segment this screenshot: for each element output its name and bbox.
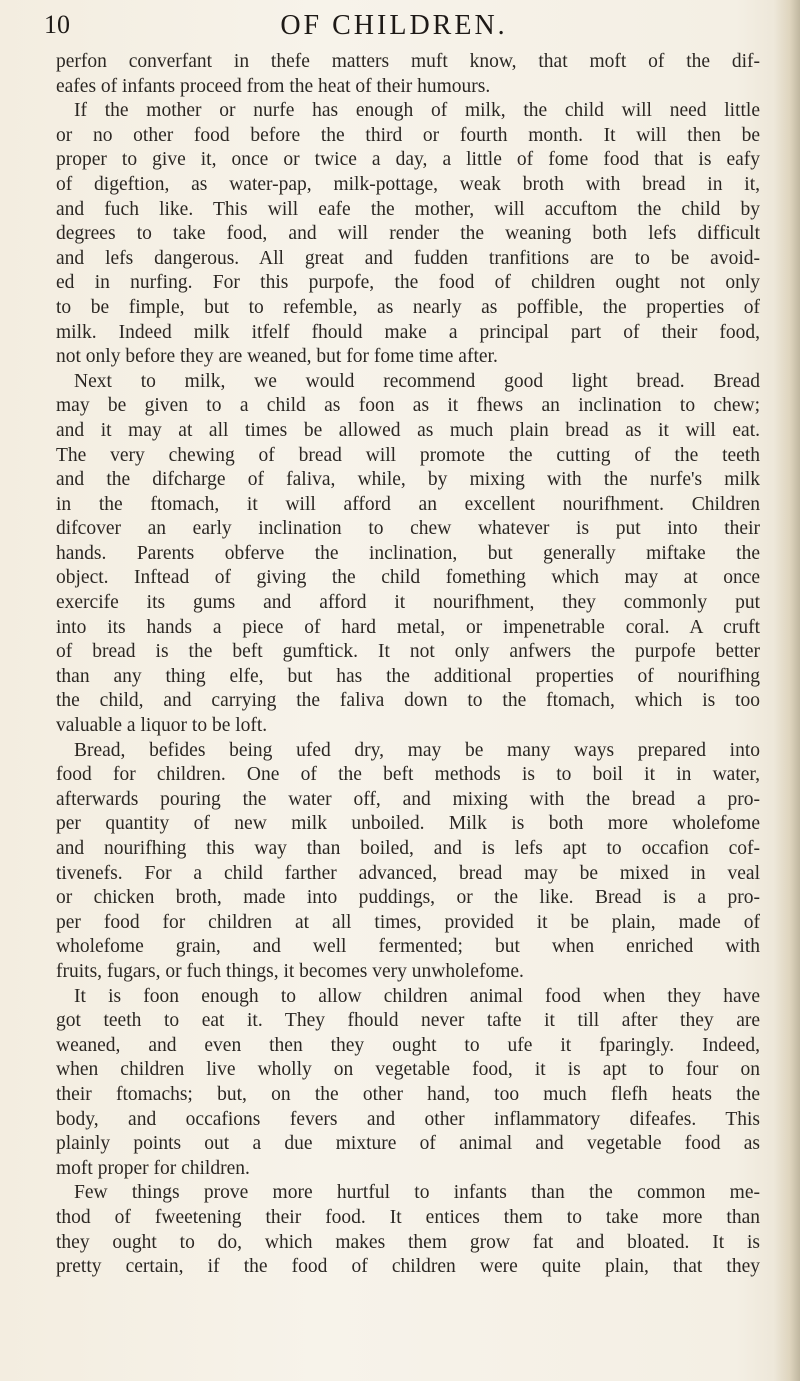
text-line: wholefome grain, and well fermented; but when enriched with xyxy=(56,936,760,958)
page-header xyxy=(44,10,764,50)
text-line: eafes of infants proceed from the heat of their humours. xyxy=(56,75,491,97)
text-line: in the ftomach, it will afford an excellent nourifhment. Children xyxy=(56,493,760,515)
text-line: got teeth to eat it. They fhould never tafte it till after they are xyxy=(56,1010,760,1032)
text-line: and it may at all times be allowed as much plain bread as it will eat. xyxy=(56,419,760,441)
text-line: of digeftion, as water-pap, milk-pottage, weak broth with bread in it, xyxy=(56,173,760,195)
page-edge-shadow xyxy=(774,0,800,1381)
text-line: the child, and carrying the faliva down to the ftomach, which is too xyxy=(56,690,760,712)
text-line: into its hands a piece of hard metal, or impenetrable coral. A cruft xyxy=(56,616,760,638)
text-line: they ought to do, which makes them grow fat and bloated. It is xyxy=(56,1231,760,1253)
text-line: valuable a liquor to be loft. xyxy=(56,715,268,737)
body-text xyxy=(56,50,760,1280)
text-line: and lefs dangerous. All great and fudden tranfitions are to be avoid- xyxy=(56,247,760,269)
text-line: may be given to a child as foon as it fhews an inclination to chew; xyxy=(56,395,760,417)
running-head: OF CHILDREN. xyxy=(280,10,508,41)
text-line: If the mother or nurfe has enough of milk, the child will need little xyxy=(74,100,760,122)
text-line: degrees to take food, and will render the weaning both lefs difficult xyxy=(56,223,760,245)
text-line: and the difcharge of faliva, while, by mixing with the nurfe's milk xyxy=(56,469,760,491)
text-line: exercife its gums and afford it nourifhment, they commonly put xyxy=(56,592,760,614)
text-line: than any thing elfe, but has the additional properties of nourifhing xyxy=(56,665,760,687)
text-line: afterwards pouring the water off, and mixing with the bread a pro- xyxy=(56,788,760,810)
text-line: milk. Indeed milk itfelf fhould make a principal part of their food, xyxy=(56,321,760,343)
text-line: It is foon enough to allow children animal food when they have xyxy=(74,985,760,1007)
text-line: body, and occafions fevers and other inflammatory difeafes. This xyxy=(56,1108,760,1130)
text-line: and nourifhing this way than boiled, and is lefs apt to occafion cof- xyxy=(56,838,760,859)
text-line: tivenefs. For a child farther advanced, bread may be mixed in veal xyxy=(56,862,760,884)
text-line: difcover an early inclination to chew whatever is put into their xyxy=(56,518,760,540)
page-number: 10 xyxy=(44,10,70,39)
text-line: pretty certain, if the food of children were quite plain, that they xyxy=(56,1256,760,1278)
text-line: fruits, fugars, or fuch things, it becomes very unwholefome. xyxy=(56,960,524,982)
text-line: per quantity of new milk unboiled. Milk is both more wholefome xyxy=(56,813,760,835)
text-line: or chicken broth, made into puddings, or the like. Bread is a pro- xyxy=(56,887,760,909)
text-line: not only before they are weaned, but for fome time after. xyxy=(56,346,498,368)
text-line: proper to give it, once or twice a day, a little of fome food that is eafy xyxy=(56,149,760,171)
text-line: hands. Parents obferve the inclination, but generally miftake the xyxy=(56,542,760,564)
text-line: or no other food before the third or fourth month. It will then be xyxy=(56,124,760,146)
text-line: food for children. One of the beft methods is to boil it in water, xyxy=(56,764,760,786)
text-line: moft proper for children. xyxy=(56,1157,250,1179)
text-line: when children live wholly on vegetable food, it is apt to four on xyxy=(56,1059,760,1081)
text-line: perfon converfant in thefe matters muft know, that moft of the dif- xyxy=(56,51,760,72)
text-line: ed in nurfing. For this purpofe, the food of children ought not only xyxy=(56,272,760,294)
text-line: plainly points out a due mixture of animal and vegetable food as xyxy=(56,1133,760,1155)
text-line: Few things prove more hurtful to infants than the common me- xyxy=(74,1182,760,1204)
text-line: Next to milk, we would recommend good light bread. Bread xyxy=(74,370,760,392)
text-line: of bread is the beft gumftick. It not only anfwers the purpofe better xyxy=(56,641,760,663)
text-line: their ftomachs; but, on the other hand, too much flefh heats the xyxy=(56,1083,760,1105)
text-line: The very chewing of bread will promote the cutting of the teeth xyxy=(56,444,760,466)
text-line: weaned, and even then they ought to ufe it fparingly. Indeed, xyxy=(56,1034,760,1056)
text-line: thod of fweetening their food. It entices them to take more than xyxy=(56,1206,760,1228)
text-line: to be fimple, but to refemble, as nearly as poffible, the properties of xyxy=(56,296,760,318)
text-line: and fuch like. This will eafe the mother, will accuftom the child by xyxy=(56,198,760,220)
text-line: object. Inftead of giving the child fomething which may at once xyxy=(56,567,760,589)
text-line: Bread, befides being ufed dry, may be many ways prepared into xyxy=(74,739,760,761)
text-line: per food for children at all times, provided it be plain, made of xyxy=(56,911,760,933)
